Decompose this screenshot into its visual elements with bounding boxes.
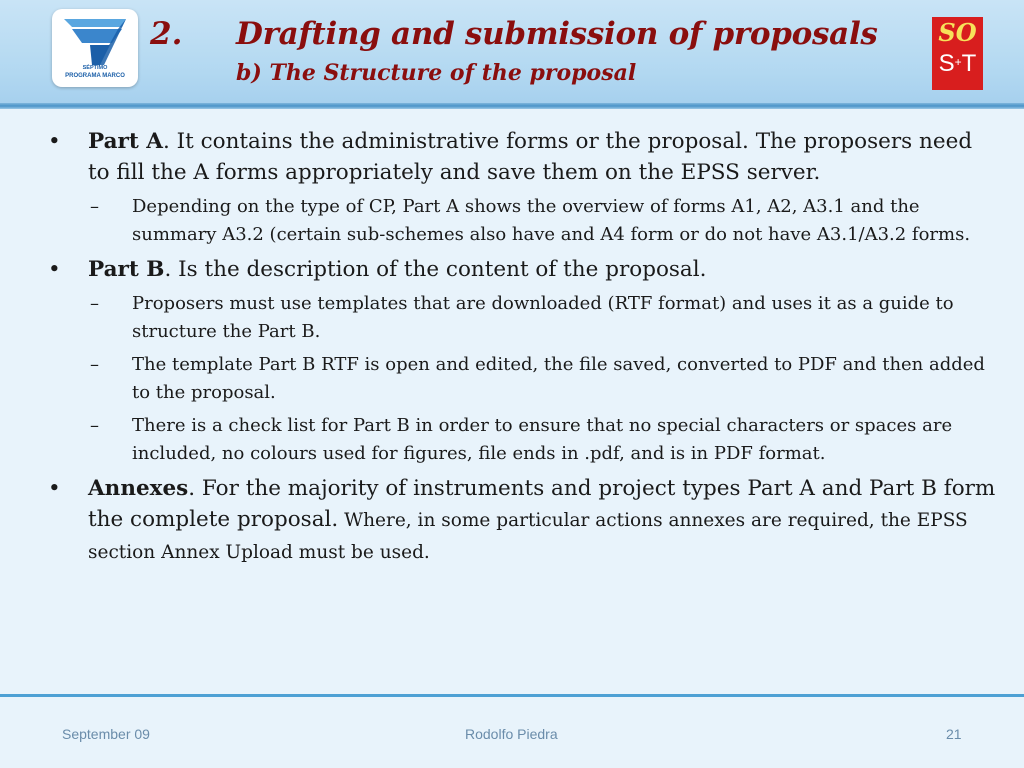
bullet-lead: Part A bbox=[88, 129, 163, 154]
sub-bullet bbox=[90, 193, 998, 248]
fp7-logo-caption-1: SÉPTIMO bbox=[82, 65, 108, 71]
footer-author: Rodolfo Piedra bbox=[465, 726, 558, 742]
bullet-text-small: Where, in some particular actions annexes are required, the EPSS section Annex Upload must be used. bbox=[88, 510, 968, 563]
sub-bullet bbox=[90, 290, 998, 345]
sost-logo-plus: + bbox=[954, 55, 962, 69]
fp7-logo-caption-2: PROGRAMA MARCO bbox=[65, 73, 125, 79]
sost-logo-t: T bbox=[961, 50, 977, 77]
footer-date: September 09 bbox=[62, 726, 150, 742]
sost-logo bbox=[932, 17, 983, 90]
sub-bullet bbox=[90, 351, 998, 406]
dash-mark: – bbox=[90, 293, 99, 314]
page-number: 21 bbox=[946, 726, 962, 742]
footer-divider bbox=[0, 694, 1024, 697]
sost-logo-s: S bbox=[938, 50, 955, 77]
fp7-logo bbox=[52, 9, 138, 87]
bullet-mark: • bbox=[48, 476, 61, 501]
page-subtitle: b) The Structure of the proposal bbox=[236, 60, 637, 86]
title-number: 2. bbox=[150, 16, 183, 52]
page-title: Drafting and submission of proposals bbox=[236, 16, 878, 52]
bullet-text: . For the majority of instruments and project types Part A and Part B form the complete proposal. bbox=[88, 476, 996, 532]
bullet-text: . Is the description of the content of the proposal. bbox=[164, 257, 707, 282]
dash-mark: – bbox=[90, 354, 99, 375]
sub-bullet bbox=[90, 412, 998, 467]
bullet-mark: • bbox=[48, 257, 61, 282]
slide-content bbox=[0, 126, 1024, 573]
bullet-part-a bbox=[48, 126, 1000, 188]
bullet-lead: Annexes bbox=[88, 476, 189, 501]
bullet-mark: • bbox=[48, 129, 61, 154]
bullet-lead: Part B bbox=[88, 257, 165, 282]
dash-mark: – bbox=[90, 196, 99, 217]
bullet-text: . It contains the administrative forms or the proposal. The proposers need to fill the A forms appropriately and save them on the EPSS server. bbox=[88, 129, 973, 185]
sost-logo-line1: SO bbox=[938, 18, 977, 47]
dash-mark: – bbox=[90, 415, 99, 436]
bullet-part-b bbox=[48, 254, 1000, 285]
sub-bullet-text: Depending on the type of CP, Part A shows the overview of forms A1, A2, A3.1 and the summary A3.2 (certain sub-schemes also have and A4 form or do not have A3.1/A3.2 forms. bbox=[132, 196, 971, 245]
sub-bullet-text: Proposers must use templates that are downloaded (RTF format) and uses it as a guide to structure the Part B. bbox=[132, 293, 954, 342]
header-divider bbox=[0, 103, 1024, 109]
sub-bullet-text: There is a check list for Part B in order to ensure that no special characters or spaces are included, no colours used for figures, file ends in .pdf, and is in PDF format. bbox=[132, 415, 953, 464]
bullet-annexes bbox=[48, 473, 1000, 568]
sost-logo-line2 bbox=[932, 52, 983, 76]
sub-bullet-text: The template Part B RTF is open and edited, the file saved, converted to PDF and then added to the proposal. bbox=[132, 354, 985, 403]
